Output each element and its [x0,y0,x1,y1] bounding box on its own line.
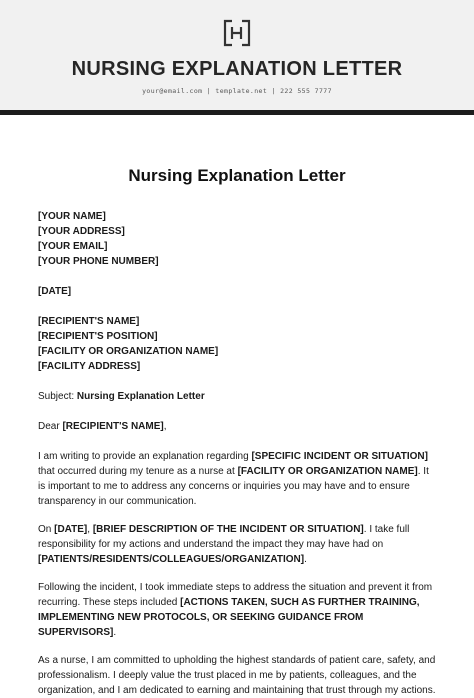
letter-date: [DATE] [38,286,72,297]
sender-phone: [YOUR PHONE NUMBER] [38,256,159,267]
letter-heading: Nursing Explanation Letter [128,166,346,185]
sender-block [38,209,438,269]
sender-name: [YOUR NAME] [38,211,106,222]
recipient-block [38,314,438,374]
paragraph-3: Following the incident, I took immediate steps to address the situation and prevent it from recurring. These steps included [ACTIONS TAKEN, SUCH AS FURTHER TRAINING, IMPLEMENTING NEW PROTOCOLS, OR SEEKING GUIDANCE FROM SUPERVISORS]. [38,582,433,638]
recipient-facility: [FACILITY OR ORGANIZATION NAME] [38,346,219,357]
recipient-name: [RECIPIENT'S NAME] [38,316,140,327]
template-logo-icon [223,18,251,48]
paragraph-2: On [DATE], [BRIEF DESCRIPTION OF THE INCIDENT OR SITUATION]. I take full responsibility for my actions and understand the impact they may have had on [PATIENTS/RESIDENTS/COLLEAGUES/ORGANIZATION]. [38,524,410,565]
contact-line: your@email.com | template.net | 222 555 7777 [142,87,332,95]
sender-email: [YOUR EMAIL] [38,241,108,252]
letter-body [38,209,438,698]
sender-address: [YOUR ADDRESS] [38,226,125,237]
letterhead [0,0,474,110]
recipient-position: [RECIPIENT'S POSITION] [38,331,158,342]
salutation: Dear [RECIPIENT'S NAME], [38,421,167,432]
paragraph-1: I am writing to provide an explanation regarding [SPECIFIC INCIDENT OR SITUATION] that occurred during my tenure as a nurse at [FACILITY OR ORGANIZATION NAME]. It is important to me to address any concerns or inquiries you may have and to ensure transparency in our communication. [38,451,429,507]
recipient-address: [FACILITY ADDRESS] [38,361,141,372]
document-title: NURSING EXPLANATION LETTER [71,58,403,80]
header-divider [0,110,474,115]
subject-line: Subject: Nursing Explanation Letter [38,391,205,402]
paragraph-4: As a nurse, I am committed to upholding the highest standards of patient care, safety, and professionalism. I deeply value the trust placed in me by patients, colleagues, and the organization, and I am dedicated to earning and maintaining that trust through my actions. [38,655,436,696]
